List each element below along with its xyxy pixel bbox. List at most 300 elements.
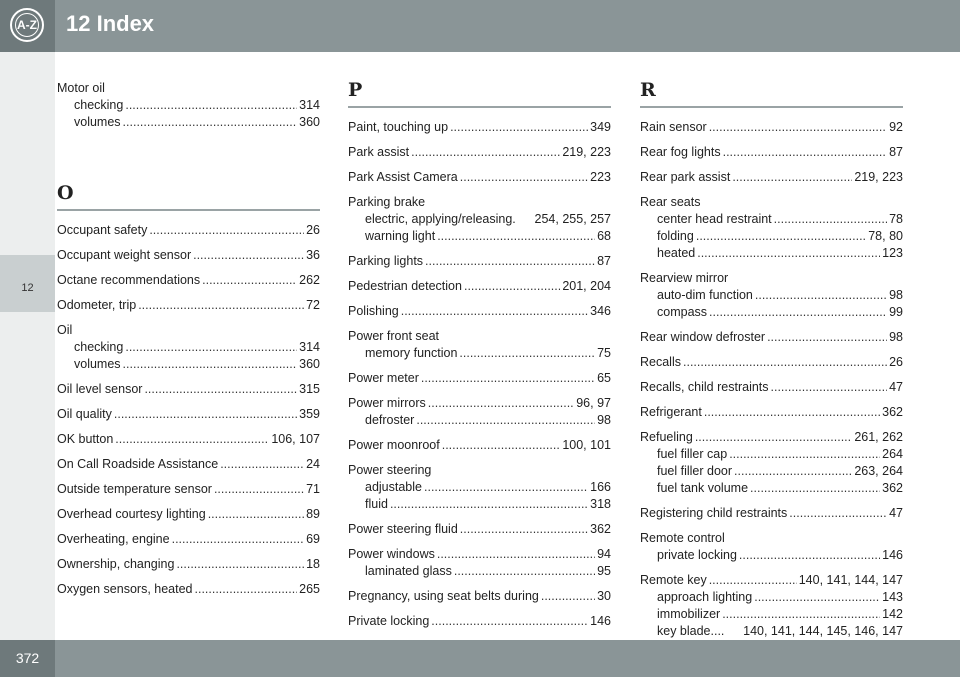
index-term-row bbox=[348, 328, 611, 345]
index-entry bbox=[640, 572, 903, 640]
index-term-row bbox=[57, 297, 320, 314]
index-term: Rear park assist bbox=[640, 170, 731, 184]
index-entry bbox=[57, 431, 320, 448]
footer-tab bbox=[0, 640, 55, 677]
index-entry bbox=[57, 581, 320, 598]
index-subentry bbox=[348, 563, 611, 580]
index-term-row bbox=[348, 395, 611, 412]
index-term-row bbox=[348, 253, 611, 270]
index-entry bbox=[640, 169, 903, 186]
index-entry bbox=[640, 194, 903, 262]
index-subentry bbox=[640, 287, 903, 304]
dot-leader bbox=[723, 144, 887, 161]
index-entry bbox=[348, 395, 611, 429]
index-term: Pregnancy, using seat belts during bbox=[348, 589, 539, 603]
dot-leader bbox=[695, 429, 853, 446]
page-ref: 146 bbox=[590, 614, 611, 628]
page-ref: 87 bbox=[597, 254, 611, 268]
index-entry bbox=[57, 80, 320, 131]
index-subterm: checking bbox=[74, 340, 124, 354]
index-entry bbox=[348, 546, 611, 580]
dot-leader bbox=[425, 253, 595, 270]
dot-leader bbox=[709, 119, 887, 136]
page-ref: 26 bbox=[306, 223, 320, 237]
dot-leader bbox=[722, 606, 880, 623]
index-term-row bbox=[57, 556, 320, 573]
index-subterm: adjustable bbox=[365, 480, 422, 494]
index-entry bbox=[348, 588, 611, 605]
header-tab bbox=[0, 0, 55, 52]
index-term-row bbox=[640, 505, 903, 522]
index-entry bbox=[640, 429, 903, 497]
page-ref: 254, 255, 257 bbox=[534, 212, 611, 226]
page-ref: 87 bbox=[889, 145, 903, 159]
dot-leader bbox=[767, 329, 887, 346]
index-subterm: laminated glass bbox=[365, 564, 452, 578]
index-term: Private locking bbox=[348, 614, 430, 628]
index-term-row bbox=[57, 322, 320, 339]
index-term-row bbox=[57, 406, 320, 423]
dot-leader bbox=[401, 303, 588, 320]
index-entry bbox=[57, 297, 320, 314]
dot-leader bbox=[734, 463, 852, 480]
index-entry bbox=[640, 119, 903, 136]
index-subterm: electric, applying/releasing. bbox=[365, 212, 516, 226]
page-footer bbox=[0, 640, 960, 677]
dot-leader bbox=[754, 589, 880, 606]
index-entry bbox=[57, 247, 320, 264]
page-ref: 314 bbox=[299, 340, 320, 354]
index-term-row bbox=[57, 531, 320, 548]
page-ref: 143 bbox=[882, 590, 903, 604]
page-ref: 123 bbox=[882, 246, 903, 260]
page-ref: 360 bbox=[299, 115, 320, 129]
dot-leader bbox=[771, 379, 888, 396]
dot-leader bbox=[739, 547, 880, 564]
index-term-row bbox=[640, 329, 903, 346]
page-ref: 26 bbox=[889, 355, 903, 369]
index-subentry bbox=[348, 412, 611, 429]
page-number: 372 bbox=[15, 650, 40, 666]
index-term-row bbox=[348, 521, 611, 538]
dot-leader bbox=[460, 169, 588, 186]
index-term-row bbox=[57, 431, 320, 448]
index-term-row bbox=[348, 278, 611, 295]
dot-leader bbox=[411, 144, 560, 161]
page-ref: 360 bbox=[299, 357, 320, 371]
index-term: Rear window defroster bbox=[640, 330, 766, 344]
page-ref: 146 bbox=[882, 548, 903, 562]
index-column-middle bbox=[348, 78, 611, 663]
index-term: Oxygen sensors, heated bbox=[57, 582, 193, 596]
index-entry bbox=[57, 381, 320, 398]
index-subterm: memory function bbox=[365, 346, 458, 360]
dot-leader bbox=[697, 245, 880, 262]
page-ref: 94 bbox=[597, 547, 611, 561]
index-subentry bbox=[640, 623, 903, 640]
index-term-row bbox=[640, 354, 903, 371]
page-ref: 140, 141, 144, 145, 146, 147 bbox=[743, 624, 903, 638]
page-ref: 219, 223 bbox=[562, 145, 611, 159]
index-term-row bbox=[640, 379, 903, 396]
index-term: Remote key bbox=[640, 573, 707, 587]
section-divider bbox=[57, 209, 320, 211]
dot-leader bbox=[704, 404, 880, 421]
page-ref: 98 bbox=[597, 413, 611, 427]
dot-leader bbox=[789, 505, 887, 522]
index-term: Parking brake bbox=[348, 195, 426, 209]
index-term-row bbox=[348, 370, 611, 387]
page-ref: 36 bbox=[306, 248, 320, 262]
index-term: Polishing bbox=[348, 304, 399, 318]
page-ref: 142 bbox=[882, 607, 903, 621]
dot-leader bbox=[115, 431, 269, 448]
dot-leader bbox=[696, 228, 866, 245]
index-subentry bbox=[57, 356, 320, 373]
dot-leader bbox=[208, 506, 304, 523]
index-term: Refrigerant bbox=[640, 405, 702, 419]
a-z-index-icon bbox=[10, 8, 44, 42]
index-subterm: private locking bbox=[657, 548, 737, 562]
index-subentry bbox=[348, 228, 611, 245]
index-term-row bbox=[348, 437, 611, 454]
index-term: Ownership, changing bbox=[57, 557, 175, 571]
page-ref: 98 bbox=[889, 330, 903, 344]
entries-right bbox=[640, 119, 903, 640]
index-entry bbox=[640, 354, 903, 371]
page-ref: 314 bbox=[299, 98, 320, 112]
index-subterm: volumes bbox=[74, 357, 121, 371]
index-subentry bbox=[640, 547, 903, 564]
index-term: On Call Roadside Assistance bbox=[57, 457, 219, 471]
dot-leader bbox=[460, 521, 588, 538]
index-subterm: heated bbox=[657, 246, 696, 260]
index-subentry bbox=[640, 589, 903, 606]
index-subterm: warning light bbox=[365, 229, 436, 243]
index-entry bbox=[348, 462, 611, 513]
index-entry bbox=[348, 253, 611, 270]
index-term-row bbox=[348, 546, 611, 563]
icon-label: A-Z bbox=[17, 18, 37, 32]
index-term-row bbox=[640, 270, 903, 287]
dot-leader bbox=[755, 287, 887, 304]
index-subterm: center head restraint bbox=[657, 212, 772, 226]
index-term: Paint, touching up bbox=[348, 120, 449, 134]
page-ref: 68 bbox=[597, 229, 611, 243]
page-ref: 78 bbox=[889, 212, 903, 226]
dot-leader bbox=[442, 437, 561, 454]
section-letter-o: O bbox=[57, 182, 74, 204]
dot-leader bbox=[193, 247, 304, 264]
index-term-row bbox=[57, 481, 320, 498]
page-ref: 71 bbox=[306, 482, 320, 496]
dot-leader bbox=[732, 169, 852, 186]
page-ref: 219, 223 bbox=[854, 170, 903, 184]
page-ref: 318 bbox=[590, 497, 611, 511]
index-term-row bbox=[640, 169, 903, 186]
page-ref: 89 bbox=[306, 507, 320, 521]
page-ref: 106, 107 bbox=[271, 432, 320, 446]
index-term: Overheating, engine bbox=[57, 532, 170, 546]
index-subterm: checking bbox=[74, 98, 124, 112]
index-subentry bbox=[348, 496, 611, 513]
index-entry bbox=[57, 506, 320, 523]
index-term-row bbox=[57, 581, 320, 598]
index-entry bbox=[57, 531, 320, 548]
index-subterm: auto-dim function bbox=[657, 288, 753, 302]
index-term: Refueling bbox=[640, 430, 693, 444]
dot-leader bbox=[437, 228, 595, 245]
dot-leader bbox=[416, 412, 595, 429]
index-subentry bbox=[57, 97, 320, 114]
index-entry bbox=[348, 144, 611, 161]
index-term-row bbox=[640, 404, 903, 421]
dot-leader bbox=[138, 297, 304, 314]
index-entry bbox=[640, 379, 903, 396]
page-ref: 362 bbox=[882, 405, 903, 419]
page-ref: 362 bbox=[590, 522, 611, 536]
index-subentry bbox=[640, 245, 903, 262]
page-ref: 92 bbox=[889, 120, 903, 134]
dot-leader bbox=[709, 304, 887, 321]
index-term: Power mirrors bbox=[348, 396, 426, 410]
page-ref: 72 bbox=[306, 298, 320, 312]
dot-leader bbox=[125, 97, 297, 114]
page-ref: 98 bbox=[889, 288, 903, 302]
index-subterm: folding bbox=[657, 229, 694, 243]
index-term: Registering child restraints bbox=[640, 506, 788, 520]
chapter-side-tab: 12 bbox=[0, 255, 55, 312]
index-term: Motor oil bbox=[57, 81, 105, 95]
index-entry bbox=[57, 272, 320, 289]
index-term-row bbox=[348, 462, 611, 479]
dot-leader bbox=[709, 572, 797, 589]
page-ref: 24 bbox=[306, 457, 320, 471]
section-letter-r: R bbox=[640, 79, 656, 101]
index-term: OK button bbox=[57, 432, 114, 446]
section-divider bbox=[348, 106, 611, 108]
index-term-row bbox=[57, 247, 320, 264]
section-divider bbox=[640, 106, 903, 108]
index-entry bbox=[348, 370, 611, 387]
dot-leader bbox=[195, 581, 298, 598]
index-subentry bbox=[640, 463, 903, 480]
index-term: Rain sensor bbox=[640, 120, 707, 134]
dot-leader bbox=[390, 496, 588, 513]
index-term: Power front seat bbox=[348, 329, 440, 343]
index-subterm: fluid bbox=[365, 497, 388, 511]
index-entry bbox=[348, 278, 611, 295]
page-ref: 223 bbox=[590, 170, 611, 184]
index-term-row bbox=[348, 613, 611, 630]
index-term-row bbox=[640, 194, 903, 211]
index-subterm: fuel filler cap bbox=[657, 447, 728, 461]
page-ref: 261, 262 bbox=[854, 430, 903, 444]
index-term: Power moonroof bbox=[348, 438, 440, 452]
page-ref: 69 bbox=[306, 532, 320, 546]
index-term: Rearview mirror bbox=[640, 271, 729, 285]
index-column-right bbox=[640, 78, 903, 648]
dot-leader bbox=[123, 114, 298, 131]
index-term-row bbox=[640, 530, 903, 547]
page-ref: 359 bbox=[299, 407, 320, 421]
index-entry bbox=[640, 505, 903, 522]
index-term: Pedestrian detection bbox=[348, 279, 462, 293]
page-ref: 201, 204 bbox=[562, 279, 611, 293]
dot-leader bbox=[450, 119, 588, 136]
page-ref: 262 bbox=[299, 273, 320, 287]
index-term: Power meter bbox=[348, 371, 419, 385]
index-term: Remote control bbox=[640, 531, 725, 545]
index-entry bbox=[57, 556, 320, 573]
index-term: Oil bbox=[57, 323, 73, 337]
index-entry bbox=[348, 613, 611, 630]
index-term-row bbox=[57, 80, 320, 97]
index-term-row bbox=[57, 456, 320, 473]
index-subterm: key blade.... bbox=[657, 624, 725, 638]
page-ref: 95 bbox=[597, 564, 611, 578]
page-ref: 346 bbox=[590, 304, 611, 318]
page-ref: 263, 264 bbox=[854, 464, 903, 478]
index-entry bbox=[640, 270, 903, 321]
index-subentry bbox=[640, 228, 903, 245]
index-term-row bbox=[57, 222, 320, 239]
index-subterm: fuel tank volume bbox=[657, 481, 749, 495]
dot-leader bbox=[459, 345, 595, 362]
index-term: Occupant safety bbox=[57, 223, 148, 237]
index-entry bbox=[348, 303, 611, 320]
index-term: Power steering bbox=[348, 463, 432, 477]
dot-leader bbox=[144, 381, 297, 398]
index-term-row bbox=[640, 572, 903, 589]
side-strip bbox=[0, 52, 55, 640]
index-subentry bbox=[640, 304, 903, 321]
index-subentry bbox=[348, 345, 611, 362]
index-term: Overhead courtesy lighting bbox=[57, 507, 206, 521]
index-term-row bbox=[640, 144, 903, 161]
index-entry bbox=[640, 144, 903, 161]
index-term-row bbox=[348, 588, 611, 605]
index-subterm: defroster bbox=[365, 413, 415, 427]
index-term: Outside temperature sensor bbox=[57, 482, 212, 496]
dot-leader bbox=[729, 446, 880, 463]
index-subentry bbox=[57, 339, 320, 356]
entries-middle bbox=[348, 119, 611, 655]
index-subentry bbox=[640, 606, 903, 623]
index-subentry bbox=[640, 480, 903, 497]
index-term-row bbox=[640, 119, 903, 136]
dot-leader bbox=[172, 531, 305, 548]
dot-leader bbox=[454, 563, 595, 580]
index-subentry bbox=[640, 446, 903, 463]
dot-leader bbox=[202, 272, 297, 289]
index-entry bbox=[348, 328, 611, 362]
index-term: Occupant weight sensor bbox=[57, 248, 192, 262]
index-entry bbox=[57, 406, 320, 423]
page-header bbox=[0, 0, 960, 52]
page-ref: 166 bbox=[590, 480, 611, 494]
dot-leader bbox=[431, 613, 588, 630]
index-entry bbox=[57, 481, 320, 498]
index-term-row bbox=[348, 169, 611, 186]
index-term: Odometer, trip bbox=[57, 298, 137, 312]
index-entry bbox=[348, 119, 611, 136]
section-letter-p: P bbox=[348, 79, 363, 101]
index-entry bbox=[57, 322, 320, 373]
index-term: Oil level sensor bbox=[57, 382, 143, 396]
index-term-row bbox=[57, 381, 320, 398]
dot-leader bbox=[750, 480, 880, 497]
page-ref: 47 bbox=[889, 506, 903, 520]
index-entry bbox=[640, 329, 903, 346]
page-ref: 96, 97 bbox=[576, 396, 611, 410]
index-term: Power windows bbox=[348, 547, 435, 561]
dot-leader bbox=[464, 278, 560, 295]
index-subterm: fuel filler door bbox=[657, 464, 733, 478]
index-subterm: approach lighting bbox=[657, 590, 753, 604]
dot-leader bbox=[421, 370, 595, 387]
page-ref: 265 bbox=[299, 582, 320, 596]
page-ref: 349 bbox=[590, 120, 611, 134]
dot-leader bbox=[125, 339, 297, 356]
page-ref: 315 bbox=[299, 382, 320, 396]
page-ref: 30 bbox=[597, 589, 611, 603]
page-ref: 18 bbox=[306, 557, 320, 571]
dot-leader bbox=[683, 354, 887, 371]
index-entry bbox=[57, 222, 320, 239]
dot-leader bbox=[149, 222, 304, 239]
index-term: Recalls, child restraints bbox=[640, 380, 769, 394]
chapter-title: 12 Index bbox=[66, 11, 155, 36]
index-entry bbox=[348, 521, 611, 538]
index-term-row bbox=[348, 144, 611, 161]
page-ref: 47 bbox=[889, 380, 903, 394]
index-term-row bbox=[57, 272, 320, 289]
page-ref: 362 bbox=[882, 481, 903, 495]
index-entry bbox=[640, 404, 903, 421]
page-ref: 264 bbox=[882, 447, 903, 461]
index-entry bbox=[57, 456, 320, 473]
index-term-row bbox=[640, 429, 903, 446]
index-entry bbox=[640, 530, 903, 564]
index-subterm: volumes bbox=[74, 115, 121, 129]
page-ref: 75 bbox=[597, 346, 611, 360]
index-term: Parking lights bbox=[348, 254, 424, 268]
index-subterm: immobilizer bbox=[657, 607, 721, 621]
entries-left bbox=[57, 222, 320, 598]
dot-leader bbox=[114, 406, 297, 423]
index-term: Oil quality bbox=[57, 407, 112, 421]
index-subentry bbox=[640, 211, 903, 228]
index-term-row bbox=[348, 303, 611, 320]
index-term: Rear fog lights bbox=[640, 145, 721, 159]
page-ref: 140, 141, 144, 147 bbox=[798, 573, 903, 587]
page-ref: 65 bbox=[597, 371, 611, 385]
index-term: Park Assist Camera bbox=[348, 170, 458, 184]
index-subentry bbox=[348, 479, 611, 496]
index-subentry bbox=[348, 211, 611, 228]
index-entry bbox=[348, 169, 611, 186]
page-ref: 99 bbox=[889, 305, 903, 319]
dot-leader bbox=[123, 356, 298, 373]
index-term-row bbox=[57, 506, 320, 523]
page-ref: 100, 101 bbox=[562, 438, 611, 452]
index-entry bbox=[348, 437, 611, 454]
dot-leader bbox=[220, 456, 304, 473]
dot-leader bbox=[774, 211, 887, 228]
index-term: Park assist bbox=[348, 145, 410, 159]
dot-leader bbox=[214, 481, 304, 498]
